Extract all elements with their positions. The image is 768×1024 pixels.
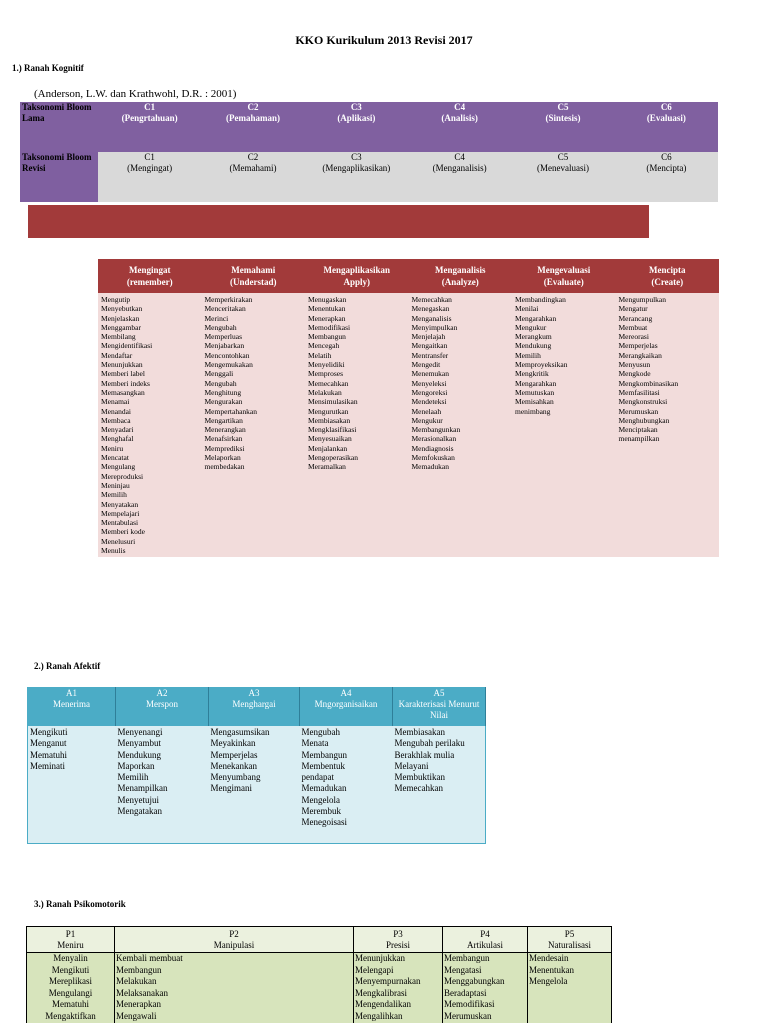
verb-item: Maporkan (117, 760, 155, 771)
verb-item: Beradaptasi (444, 987, 487, 998)
verb-item: Menyenangi (117, 727, 163, 737)
verb-item: Menyempurnakan (355, 976, 421, 987)
verb-list-p5 (528, 953, 612, 1023)
verb-item: Mereplikasi (49, 976, 92, 987)
decorative-bar (28, 205, 649, 238)
verb-item: Menata (301, 738, 329, 749)
verb-item: Mengatur (618, 304, 648, 314)
psikomotorik-header: P2 Manipulasi (115, 927, 354, 953)
verb-item: Mentabulasi (101, 518, 139, 528)
verb-item: Memecahkan (308, 378, 349, 388)
verb-item: Mengarahkan (515, 378, 557, 388)
kognitif-verb-table (98, 259, 719, 557)
verb-item: Mengukur (515, 322, 547, 332)
verb-item: Membuktikan (394, 772, 445, 783)
section-heading-kognitif: 1.) Ranah Kognitif (12, 63, 84, 73)
bloom-lama-cell: C4 (Analisis) (408, 102, 511, 152)
verb-item: Membentuk (301, 760, 345, 771)
verb-item: Mengedit (411, 360, 441, 370)
verb-item: Menghubungkan (618, 415, 670, 425)
verb-item: Meminati (30, 760, 65, 771)
verb-item: Membangun (444, 953, 490, 963)
verb-item: Menyumbang (210, 772, 261, 783)
section-heading-psikomotorik: 3.) Ranah Psikomotorik (34, 899, 126, 909)
psikomotorik-verb-row (27, 953, 612, 1023)
bloom-revisi-cell: C3 (Mengaplikasikan) (305, 152, 408, 202)
verb-list-c4 (409, 293, 513, 557)
psikomotorik-table (26, 926, 612, 1023)
kognitif-header: Mengaplikasikan Apply) (305, 259, 409, 293)
verb-item: Memperkirakan (204, 295, 253, 304)
verb-list-p1 (27, 953, 115, 1023)
verb-item: Memberi kode (101, 527, 145, 537)
verb-item: Mengemukakan (204, 360, 253, 370)
verb-item: Memberi label (101, 369, 145, 379)
verb-item: Meniru (101, 443, 124, 453)
verb-item: Mencontohkan (204, 350, 250, 360)
row-label: Taksonomi Bloom Lama (20, 102, 98, 152)
bloom-taxonomy-table (20, 102, 718, 202)
kognitif-header: Memahami (Understad) (202, 259, 306, 293)
verb-item: Membangun (301, 749, 347, 760)
verb-item: Memfasilitasi (618, 387, 660, 397)
verb-item: Menentukan (308, 304, 346, 314)
verb-item: Mengumpulkan (618, 295, 666, 304)
verb-item: Mengawali (116, 1010, 157, 1021)
bloom-revisi-cell: C5 (Menevaluasi) (511, 152, 614, 202)
verb-item: Mengutip (101, 295, 131, 304)
verb-item: Mengkritik (515, 369, 549, 379)
verb-list-c5 (512, 293, 616, 557)
verb-item: Merinci (204, 313, 229, 323)
verb-item: Merangkum (515, 332, 552, 342)
verb-item: Memutuskan (515, 387, 555, 397)
verb-item: Merumuskan (618, 406, 659, 416)
verb-list-c2 (202, 293, 306, 557)
bloom-revisi-cell: C2 (Memahami) (201, 152, 304, 202)
verb-item: Menjelaskan (101, 313, 140, 323)
verb-list-p4 (443, 953, 528, 1023)
verb-item: Menelusuri (101, 536, 136, 546)
bloom-revisi-cell: C6 (Mencipta) (615, 152, 718, 202)
verb-item: Kembali membuat (116, 953, 183, 963)
verb-item: Menyatakan (101, 499, 139, 509)
verb-item: Menganut (30, 738, 67, 749)
verb-item: Merangkaikan (618, 350, 662, 360)
verb-item: Menyebutkan (101, 304, 143, 314)
verb-list-a3 (209, 726, 300, 844)
verb-item: Menyambut (117, 738, 161, 749)
verb-item: Menelaah (411, 406, 442, 416)
verb-item: Mendukung (515, 341, 552, 351)
verb-item: Mengaktifkan (45, 1010, 96, 1021)
verb-item: Membangun (116, 964, 162, 975)
verb-item: Menemukan (411, 369, 449, 379)
afektif-header-row (28, 688, 486, 727)
verb-item: Menyusun (618, 360, 651, 370)
verb-item: Melakukan (308, 387, 342, 397)
verb-item: Membangunkan (411, 425, 461, 435)
verb-item: Memperjelas (618, 341, 658, 351)
verb-item: Melatih (308, 350, 332, 360)
verb-item: Memecahkan (411, 295, 452, 304)
verb-list-a4 (300, 726, 393, 844)
verb-item: Merasionalkan (411, 434, 457, 444)
verb-item: Mengikuti (30, 727, 68, 737)
afektif-header: A3 Menghargai (209, 688, 300, 727)
verb-item: Membiasakan (308, 415, 351, 425)
verb-item: Mengidentifikasi (101, 341, 153, 351)
verb-item: Mengartikan (204, 415, 243, 425)
kognitif-header: Menganalisis (Analyze) (409, 259, 513, 293)
section-heading-afektif: 2.) Ranah Afektif (34, 661, 101, 671)
verb-item: Memperluas (204, 332, 242, 342)
verb-item: Mengubah (301, 727, 340, 737)
verb-item: Memodifikasi (444, 999, 495, 1010)
verb-item: Mengikuti (51, 964, 90, 975)
verb-item: Memprediksi (204, 443, 245, 453)
verb-item: Mengelola (529, 976, 568, 987)
verb-list-a1 (28, 726, 116, 844)
verb-list-p2 (115, 953, 354, 1023)
verb-list-p3 (354, 953, 443, 1023)
afektif-verb-row (28, 726, 486, 844)
verb-item: Memfokuskan (411, 453, 455, 463)
verb-item: membedakan (204, 462, 245, 472)
verb-item: Menggabungkan (444, 976, 505, 987)
verb-item: Menggambar (101, 322, 141, 332)
verb-item: Memberi indeks (101, 378, 150, 388)
verb-list-a2 (116, 726, 209, 844)
verb-item: Mendaftar (101, 350, 133, 360)
verb-item: Menegoisasi (301, 817, 347, 828)
verb-item: Mensimulasikan (308, 397, 358, 407)
verb-item: Mengulang (101, 462, 136, 472)
verb-item: Melayani (394, 760, 429, 771)
kognitif-header-row (98, 259, 719, 293)
verb-item: Mematuhi (52, 999, 89, 1010)
verb-item: Melengapi (355, 964, 394, 975)
verb-item: Mentransfer (411, 350, 449, 360)
verb-item: Memasangkan (101, 387, 145, 397)
verb-item: Memadukan (301, 783, 347, 794)
verb-item: Memperjelas (210, 749, 258, 760)
afektif-header: A5 Karakterisasi Menurut Nilai (393, 688, 486, 727)
verb-item: Mengurakan (204, 397, 243, 407)
kognitif-verb-row (98, 293, 719, 557)
verb-item: Menulis (101, 546, 126, 556)
verb-item: Menyimpulkan (411, 322, 458, 332)
verb-item: Membiasakan (394, 727, 445, 737)
bloom-lama-cell: C1 (Pengrtahuan) (98, 102, 201, 152)
bloom-lama-row (20, 102, 718, 152)
row-label: Taksonomi Bloom Revisi (20, 152, 98, 202)
verb-item: Mengimani (210, 783, 252, 794)
verb-item: Mempelajari (101, 508, 140, 518)
verb-item: Menceritakan (204, 304, 246, 314)
verb-item: Menggali (204, 369, 234, 379)
verb-item: Menampilkan (117, 783, 168, 794)
verb-item: Mengukur (411, 415, 443, 425)
verb-item: Menegaskan (411, 304, 450, 314)
verb-item: Menciptakan (618, 425, 658, 435)
bloom-lama-cell: C2 (Pemahaman) (201, 102, 304, 152)
verb-item: pendapat (301, 772, 334, 783)
verb-item: Menamai (101, 397, 130, 407)
verb-item: Menghafal (101, 434, 134, 444)
verb-item: Mengendalikan (355, 999, 411, 1010)
verb-item: menimbang (515, 406, 551, 416)
verb-item: Memisahkan (515, 397, 554, 407)
verb-item: Mencegah (308, 341, 340, 351)
psikomotorik-header: P1 Meniru (27, 927, 115, 953)
verb-item: Memecahkan (394, 783, 443, 794)
afektif-header: A1 Menerima (28, 688, 116, 727)
verb-item: Menjelajah (411, 332, 446, 342)
kognitif-header: Mencipta (Create) (616, 259, 720, 293)
bloom-revisi-cell: C4 (Menganalisis) (408, 152, 511, 202)
verb-item: Mengelola (301, 794, 340, 805)
reference-citation: (Anderson, L.W. dan Krathwohl, D.R. : 2001) (34, 88, 237, 100)
psikomotorik-header-row (27, 927, 612, 953)
verb-item: Menyeleksi (411, 378, 447, 388)
psikomotorik-header: P3 Presisi (354, 927, 443, 953)
verb-item: Mengklasifikasi (308, 425, 357, 435)
verb-item: Melakukan (116, 976, 157, 987)
afektif-table (27, 687, 486, 844)
verb-item: Mengkalibrasi (355, 987, 407, 998)
verb-item: Mengkonstruksi (618, 397, 668, 407)
verb-item: Mereorasi (618, 332, 649, 342)
verb-item: Mematuhi (30, 749, 67, 760)
verb-item: Memilih (101, 490, 127, 500)
verb-item: Menyesuaikan (308, 434, 352, 444)
verb-item: Memodifikasi (308, 322, 351, 332)
verb-item: Berakhlak mulia (394, 749, 455, 760)
bloom-lama-cell: C6 (Evaluasi) (615, 102, 718, 152)
verb-item: Merembuk (301, 806, 341, 817)
verb-item: Mengaitkan (411, 341, 448, 351)
verb-item: Mengurutkan (308, 406, 349, 416)
verb-item: Menerapkan (308, 313, 346, 323)
verb-item: Menunjukkan (101, 360, 143, 370)
verb-item: Membuat (618, 322, 648, 332)
verb-item: Membaca (101, 415, 131, 425)
verb-item: Mereproduksi (101, 471, 144, 481)
psikomotorik-header: P5 Naturalisasi (528, 927, 612, 953)
verb-item: Membilang (101, 332, 136, 342)
verb-item: Mengatasi (444, 964, 482, 975)
bloom-lama-cell: C3 (Aplikasi) (305, 102, 408, 152)
verb-item: Membangun (308, 332, 346, 342)
verb-list-c1 (98, 293, 202, 557)
verb-item: Menjalankan (308, 443, 348, 453)
verb-item: Menekankan (210, 760, 257, 771)
verb-item: Mempertahankan (204, 406, 257, 416)
verb-item: Mengkode (618, 369, 651, 379)
verb-item: Menyalin (53, 953, 88, 963)
verb-item: Menilai (515, 304, 539, 314)
bloom-lama-cell: C5 (Sintesis) (511, 102, 614, 152)
verb-list-a5 (393, 726, 486, 844)
verb-item: Mengasumsikan (210, 727, 270, 737)
verb-item: Memproses (308, 369, 343, 379)
verb-item: Mendesain (529, 953, 569, 963)
verb-item: Memproyeksikan (515, 360, 568, 370)
page-title: KKO Kurikulum 2013 Revisi 2017 (295, 33, 473, 47)
verb-item: Menjabarkan (204, 341, 245, 351)
verb-item: Menyetujui (117, 794, 159, 805)
kognitif-header: Mengevaluasi (Evaluate) (512, 259, 616, 293)
verb-item: Meyakinkan (210, 738, 256, 749)
verb-list-c3 (305, 293, 409, 557)
verb-list-c6 (616, 293, 720, 557)
verb-item: Membandingkan (515, 295, 566, 304)
verb-item: Menerapkan (116, 999, 161, 1010)
verb-item: Mendukung (117, 749, 161, 760)
verb-item: Menyadari (101, 425, 134, 435)
bloom-revisi-cell: C1 (Mengingat) (98, 152, 201, 202)
verb-item: Mencatat (101, 453, 129, 463)
verb-item: Memilih (515, 350, 541, 360)
verb-item: Memilih (117, 772, 149, 783)
psikomotorik-header: P4 Artikulasi (443, 927, 528, 953)
verb-item: Menyelidiki (308, 360, 345, 370)
verb-item: Meninjau (101, 480, 130, 490)
verb-item: Merancang (618, 313, 653, 323)
verb-item: menampilkan (618, 434, 660, 444)
afektif-header: A2 Merspon (116, 688, 209, 727)
verb-item: Merumuskan (444, 1010, 492, 1021)
verb-item: Melaksanakan (116, 987, 168, 998)
bloom-revisi-row (20, 152, 718, 202)
verb-item: Mengoperasikan (308, 453, 358, 463)
verb-item: Menafsirkan (204, 434, 243, 444)
verb-item: Mengalihkan (355, 1010, 403, 1021)
verb-item: Menandai (101, 406, 131, 416)
verb-item: Menunjukkan (355, 953, 405, 963)
verb-item: Mendeteksi (411, 397, 447, 407)
verb-item: Menerangkan (204, 425, 246, 435)
verb-item: Mengubah (204, 322, 237, 332)
kognitif-header: Mengingat (remember) (98, 259, 202, 293)
verb-item: Mengubah (204, 378, 237, 388)
verb-item: Mengubah perilaku (394, 738, 465, 749)
afektif-header: A4 Mngorganisaikan (300, 688, 393, 727)
verb-item: Melaporkan (204, 453, 241, 463)
verb-item: Memadukan (411, 462, 449, 472)
verb-item: Mengulangi (48, 987, 93, 998)
verb-item: Menganalisis (411, 313, 452, 323)
verb-item: Meramalkan (308, 462, 346, 472)
verb-item: Menentukan (529, 964, 574, 975)
verb-item: Menghitung (204, 387, 242, 397)
verb-item: Mengoreksi (411, 387, 448, 397)
verb-item: Menugaskan (308, 295, 347, 304)
verb-item: Mengkombinasikan (618, 378, 679, 388)
verb-item: Mendiagnosis (411, 443, 454, 453)
verb-item: Mengarahkan (515, 313, 557, 323)
verb-item: Mengatakan (117, 806, 162, 817)
